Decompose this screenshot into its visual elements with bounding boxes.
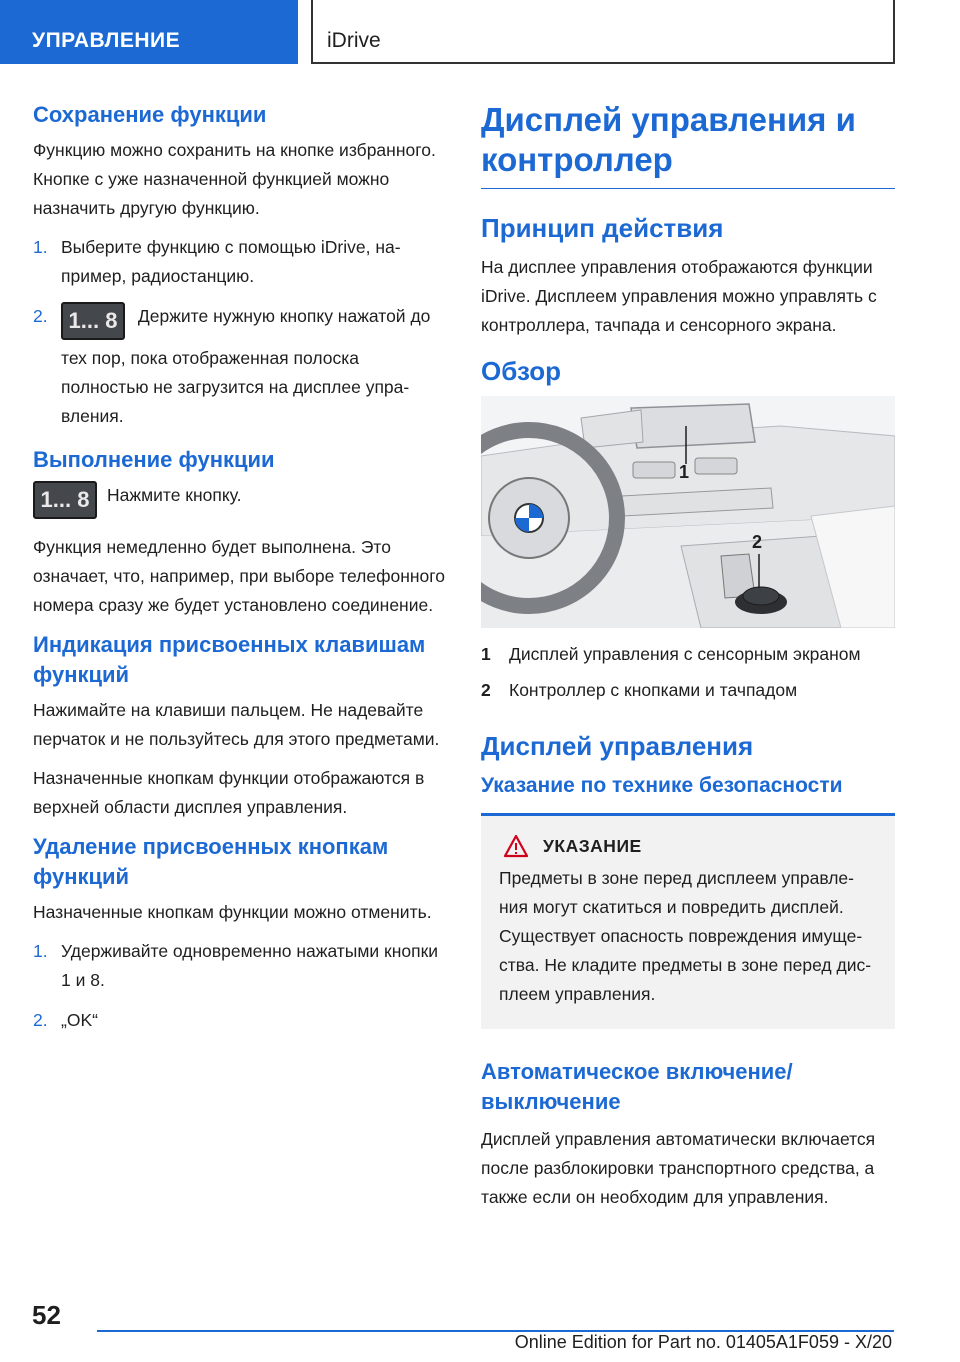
page-title: Дисплей управления и контроллер: [481, 100, 895, 189]
execute-function-heading: Выполнение функции: [33, 447, 275, 472]
warning-triangle-icon: [503, 834, 529, 858]
save-function-heading: Сохранение функции: [33, 102, 267, 127]
delete-step-2: [33, 1006, 449, 1035]
auto-onoff-text: Дисплей управления автоматически включается после разблокировки транспортного средства, а также если он необходим для управления.: [481, 1129, 876, 1207]
save-function-text: Функцию можно сохранить на кнопке избранного. Кнопке с уже назначенной функцией можно назначить другую функцию.: [33, 140, 436, 218]
step-text: Держите нужную кнопку нажатой до тех пор, пока отображенная полоска полностью не загрузится на дисплее управления.: [61, 306, 431, 426]
step-number: 1.: [33, 941, 48, 961]
legend-text: Контроллер с кнопками и тачпадом: [509, 680, 798, 700]
legend-item-2: [481, 676, 895, 705]
notice-box: [481, 813, 895, 1029]
overview-legend: [481, 640, 895, 705]
indication-heading: Индикация присвоенных клавишам функций: [33, 632, 426, 687]
delete-heading: Удаление присвоенных кнопкам функций: [33, 834, 389, 889]
delete-step-1: [33, 937, 449, 995]
principle-text: На дисплее управления отображаются функции iDrive. Дисплеем управления можно управлять с контроллера, тачпада и сенсорного экрана.: [481, 257, 877, 335]
notice-text: Предметы в зоне перед дисплеем управления могут скатиться и повредить дисплей. Существует опасность повреждения имущества. Не кладите предметы в зоне перед дисплеем управления.: [499, 868, 872, 1004]
step-text: Удерживайте одновременно нажатыми кнопки 1 и 8.: [61, 941, 439, 990]
section-header: УПРАВЛЕНИЕ: [0, 0, 298, 64]
overview-heading: Обзор: [481, 356, 561, 386]
favorite-key-icon: 1... 8: [33, 481, 97, 519]
step-text: „OK“: [61, 1010, 98, 1030]
footer-edition: Online Edition for Part no. 01405A1F059 - X/20: [514, 1332, 892, 1352]
display-heading: Дисплей управления: [481, 731, 754, 761]
page-number: 52: [32, 1300, 61, 1330]
save-step-2: [33, 302, 449, 431]
indication-text-2: Назначенные кнопкам функции отображаются в верхней области дисплея управления.: [33, 768, 425, 817]
callout-2: 2: [752, 532, 763, 552]
delete-steps: [33, 937, 449, 1035]
legend-number: 2: [481, 680, 491, 700]
legend-text: Дисплей управления с сенсорным экраном: [509, 644, 861, 664]
legend-item-1: [481, 640, 895, 669]
cockpit-illustration: [481, 396, 895, 628]
delete-text: Назначенные кнопкам функции можно отменить.: [33, 902, 432, 922]
save-step-1: [33, 233, 449, 291]
left-column: [33, 100, 449, 1046]
legend-number: 1: [481, 644, 491, 664]
chapter-header: iDrive: [311, 0, 895, 64]
step-number: 2.: [33, 1010, 48, 1030]
right-column: [481, 100, 895, 1222]
callout-1: 1: [679, 462, 690, 482]
principle-heading: Принцип действия: [481, 213, 724, 243]
notice-heading: УКАЗАНИЕ: [543, 835, 642, 856]
step-number: 2.: [33, 306, 48, 326]
execute-function-text: Функция немедленно будет выполнена. Это означает, что, например, при выборе телефонного номера сразу же будет установлено соединение.: [33, 537, 446, 615]
safety-heading: Указание по технике безопасности: [481, 774, 843, 797]
notice-title-row: [499, 834, 877, 858]
favorite-key-icon: 1... 8: [61, 302, 125, 340]
execute-key-row: [33, 481, 449, 519]
execute-key-text: Нажмите кнопку.: [107, 485, 242, 505]
auto-onoff-heading: Автоматическое включение/выключение: [481, 1059, 793, 1114]
indication-text-1: Нажимайте на клавиши пальцем. Не надевайте перчаток и не пользуйтесь для этого предметами.: [33, 700, 440, 749]
step-text: Выберите функцию с помощью iDrive, например, радиостанцию.: [61, 237, 401, 286]
save-steps: [33, 233, 449, 431]
cockpit-drawing: [481, 396, 895, 628]
step-number: 1.: [33, 237, 48, 257]
